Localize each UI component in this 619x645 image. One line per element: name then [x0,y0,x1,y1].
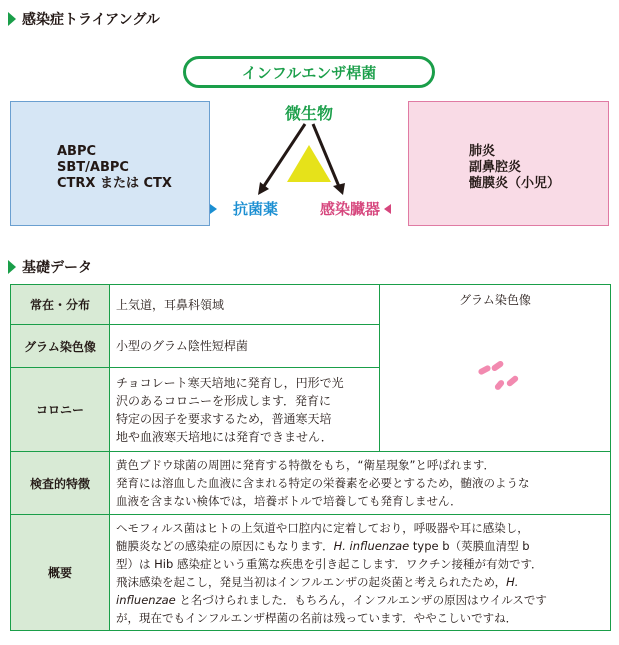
row-value: 上気道，耳鼻科領域 [110,285,380,325]
bacterium-rod [506,375,520,388]
text-span: 髄膜炎などの感染症の原因にもなります． [116,538,334,553]
organ-label: 感染臓器 [320,200,381,218]
bacterium-rod [477,364,491,375]
antibiotic-label: 抗菌薬 [233,200,279,218]
row-value [110,368,380,452]
organ-item: 肺炎 [469,144,496,159]
text-line: 地や血液寒天培地には発育できません． [116,429,333,444]
pointer-left-icon [384,204,391,214]
row-value [110,515,611,631]
gram-panel-title: グラム染色像 [459,293,531,307]
species-name: influenzae [116,592,176,607]
row-label: 常在・分布 [11,285,110,325]
antibiotic-item: ABPC [57,144,97,159]
text-line: 沢のあるコロニーを形成します．発育に [116,393,332,408]
bacterium-rod [490,360,504,372]
bacterium-rod [494,379,506,391]
section-title: 感染症トライアングル [22,12,160,28]
text-line: チョコレート寒天培地に発育し，円形で光 [116,375,344,390]
row-label: グラム染色像 [11,325,110,368]
text-line: 型）は Hib 感染症という重篤な疾患を引き起こします．ワクチン接種が有効です． [116,556,543,571]
triangle-diagram [0,0,619,260]
text-line [116,591,604,609]
organ-item: 髄膜炎（小児） [469,176,561,191]
microbe-label: 微生物 [284,104,333,123]
organism-name-pill: インフルエンザ桿菌 [183,56,435,88]
pointer-right-icon [210,204,217,214]
basic-data-table [10,284,611,631]
text-line [116,537,604,555]
table-row [11,285,611,325]
row-label: 検査的特徴 [11,452,110,515]
section-title: 基礎データ [22,260,92,276]
text-line: 特定の因子を要求するため，普通寒天培 [116,411,332,426]
row-value [110,452,611,515]
antibiotic-item: CTRX または CTX [57,176,172,191]
section-header-basic-data [8,257,92,277]
arrow-left-head-icon [258,182,269,195]
antibiotic-item: SBT/ABPC [57,160,129,175]
text-line: 血液を含まない検体では，培養ボトルで培養しても発育しません． [116,494,462,508]
gram-stain-panel [380,285,611,452]
table-row [11,452,611,515]
text-span: 飛沫感染を起こし，発見当初はインフルエンザの起炎菌と考えられたため， [116,574,507,589]
species-name: H. influenzae [333,538,410,553]
section-marker-icon [8,260,16,274]
text-span: type b（莢膜血清型 b [409,538,530,553]
row-label: コロニー [11,368,110,452]
text-line: 黄色ブドウ球菌の周囲に発育する特徴をもち，“衛星現象”と呼ばれます． [116,458,495,472]
text-line: 発育には溶血した血液に含まれる特定の栄養素を必要とするため，髄液のような [116,476,530,490]
text-line [116,573,604,591]
text-line: ヘモフィルス菌はヒトの上気道や口腔内に定着しており，呼吸器や耳に感染し， [116,520,529,535]
row-value: 小型のグラム陰性短桿菌 [110,325,380,368]
species-name: H. [506,574,519,589]
organ-corner [320,198,391,219]
table-row [11,515,611,631]
antibiotic-corner [210,198,278,219]
organ-item: 副鼻腔炎 [469,160,522,175]
text-span: と名づけられました．もちろん，インフルエンザの原因はウイルスです [175,592,547,607]
text-line: が，現在でもインフルエンザ桿菌の名前は残っています．ややこしいですね． [116,610,518,625]
gram-stain-image [470,363,530,403]
row-label: 概要 [11,515,110,631]
arrow-right-head-icon [333,183,345,195]
